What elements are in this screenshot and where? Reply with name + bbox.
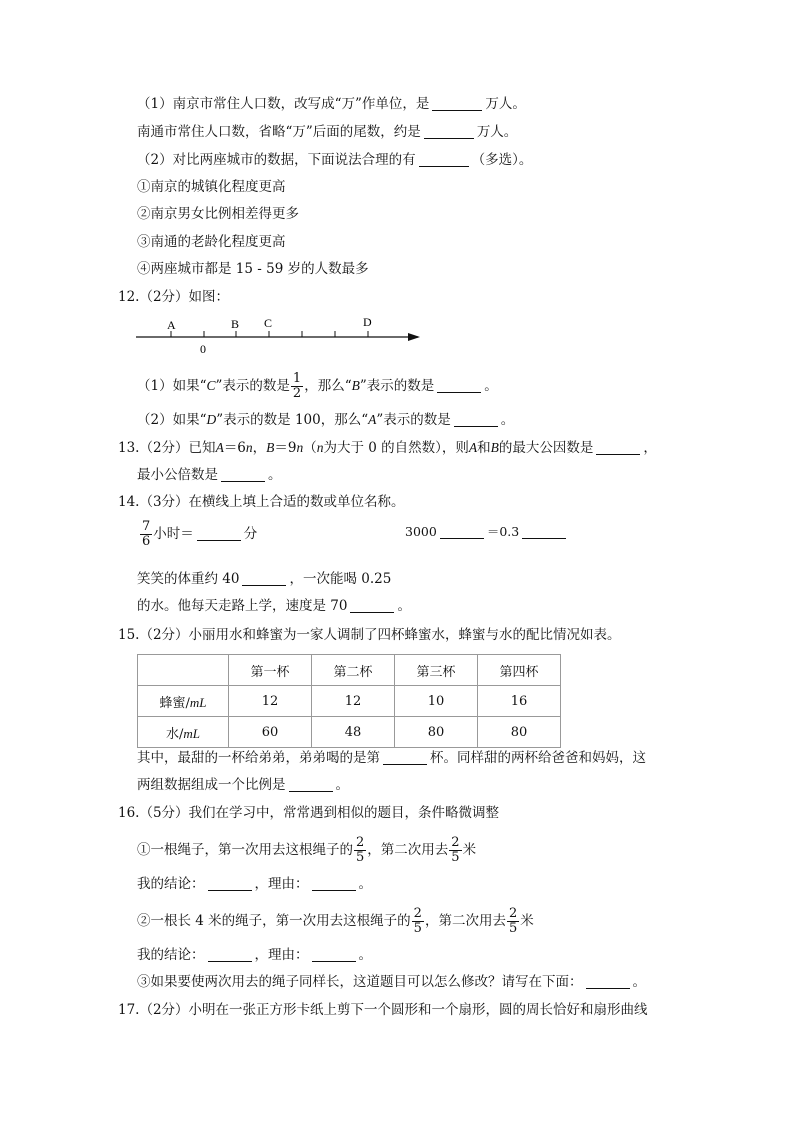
header-cell: 第二杯: [312, 655, 395, 686]
q11-option-4: ④两座城市都是 15 - 59 岁的人数最多: [137, 261, 369, 277]
text: ”表示的数是: [359, 378, 435, 394]
header-cell: 第四杯: [478, 655, 561, 686]
frac-num: 2: [451, 835, 460, 850]
text: ＝6: [223, 440, 246, 456]
var-n: n: [296, 440, 304, 455]
text: 其中，最甜的一杯给弟弟，弟弟喝的是第: [137, 750, 380, 766]
text: ，第二次用去: [424, 913, 506, 929]
q14-item2: [405, 523, 569, 541]
answer-blank[interactable]: [221, 467, 265, 482]
answer-blank[interactable]: [432, 96, 482, 111]
fraction-2-5: [412, 907, 424, 936]
text: ，: [643, 440, 657, 456]
q11-sub1-line2: [137, 123, 517, 141]
text: ，理由：: [254, 947, 309, 963]
text: （: [303, 440, 317, 456]
q11-sub2-line: [137, 151, 532, 169]
text: 。: [358, 876, 372, 892]
frac-num: 1: [292, 371, 302, 386]
number-line-arrow: [408, 333, 420, 341]
var-b: B: [351, 378, 360, 393]
text: 杯。同样甜的两杯给爸爸和妈妈，这: [430, 750, 646, 766]
text: 两组数据组成一个比例是: [137, 777, 286, 793]
q14-line4: [137, 597, 411, 615]
q14-stem: 14.（3分）在横线上填上合适的数或单位名称。: [118, 494, 405, 510]
text: 小时＝: [153, 526, 194, 542]
text: ，: [252, 440, 267, 456]
answer-blank[interactable]: [208, 876, 252, 891]
table-header-row: [138, 655, 561, 686]
table-cell: 48: [312, 717, 395, 748]
table-cell: 60: [229, 717, 312, 748]
text: 。: [335, 777, 349, 793]
frac-den: 6: [142, 534, 151, 549]
label-0: 0: [200, 342, 206, 356]
var-b: B: [266, 440, 275, 455]
answer-blank[interactable]: [383, 750, 427, 765]
fraction-2-5: [354, 836, 366, 865]
answer-blank[interactable]: [454, 412, 498, 427]
table-cell: 80: [478, 717, 561, 748]
text: ＝0.3: [486, 524, 520, 539]
header-cell: 第一杯: [229, 655, 312, 686]
q12-stem: 12.（2分）如图：: [118, 289, 230, 305]
q11-sub1b-text: 南通市常住人口数，省略“万”后面的尾数，约是: [137, 124, 421, 140]
text: 米: [462, 842, 477, 858]
table-cell: 80: [395, 717, 478, 748]
unit-text: 万人。: [485, 96, 526, 112]
text: ，一次能喝 0.25: [289, 571, 392, 587]
text: ＝9: [274, 440, 297, 456]
text: （2）如果“: [137, 412, 207, 428]
text: ”表示的数是: [215, 378, 290, 394]
q17-stem: 17.（2分）小明在一张正方形卡纸上剪下一个圆形和一个扇形，圆的周长恰好和扇形曲线: [118, 1002, 648, 1018]
var-c: C: [206, 378, 216, 393]
answer-blank[interactable]: [242, 571, 286, 586]
fraction-2-5: [449, 836, 461, 865]
q15-after2: [137, 776, 349, 794]
q11-sub2-tail: （多选）。: [471, 152, 533, 168]
answer-blank[interactable]: [596, 440, 640, 455]
frac-den: 5: [508, 921, 518, 936]
text: 。: [632, 974, 646, 990]
q15-stem: 15.（2分）小丽用水和蜂蜜为一家人调制了四杯蜂蜜水，蜂蜜与水的配比情况如表。: [118, 627, 621, 643]
q16-stem: 16.（5分）我们在学习中，常常遇到相似的题目，条件略微调整: [118, 805, 500, 821]
q16-item2: [137, 907, 534, 936]
answer-blank[interactable]: [312, 947, 356, 962]
q11-option-1: ①南京的城镇化程度更高: [137, 179, 286, 195]
answer-blank[interactable]: [197, 526, 241, 541]
row-label: [138, 686, 229, 717]
text: 。: [358, 947, 372, 963]
q16-conclusion1: [137, 875, 372, 893]
q15-after1: [137, 749, 646, 767]
answer-blank[interactable]: [440, 524, 484, 539]
q16-conclusion2: [137, 946, 372, 964]
table-row-honey: [138, 686, 561, 717]
text: 最小公倍数是: [137, 467, 218, 483]
table-cell: 12: [312, 686, 395, 717]
text: 我的结论：: [137, 876, 205, 892]
text: 13.（2分）已知: [118, 440, 216, 456]
var-a: A: [215, 440, 224, 455]
text: 为大于 0 的自然数），则: [323, 440, 469, 456]
answer-blank[interactable]: [522, 524, 566, 539]
frac-num: 2: [413, 906, 422, 921]
q11-sub1-line1: [137, 95, 526, 113]
q13-line1: [118, 439, 657, 457]
var-n: n: [316, 440, 324, 455]
unit: mL: [189, 694, 207, 710]
var-d: D: [206, 412, 217, 427]
frac-den: 5: [356, 850, 365, 865]
unit: mL: [183, 725, 200, 741]
answer-blank[interactable]: [586, 974, 630, 989]
text: ①一根绳子，第一次用去这根绳子的: [137, 842, 353, 858]
text: 我的结论：: [137, 947, 205, 963]
text: 分: [243, 526, 258, 542]
text: ”表示的数是 100，那么“: [216, 412, 369, 428]
text: 和: [477, 440, 491, 456]
answer-blank[interactable]: [208, 947, 252, 962]
frac-den: 5: [451, 850, 460, 865]
frac-num: 2: [508, 906, 518, 921]
text: ”表示的数是: [376, 412, 451, 428]
text: ③如果要使两次用去的绳子同样长，这道题目可以怎么修改？请写在下面：: [137, 974, 583, 990]
q13-line2: [137, 466, 282, 484]
label-c: C: [264, 316, 273, 330]
table-cell: 16: [478, 686, 561, 717]
q11-option-3: ③南通的老龄化程度更高: [137, 234, 286, 250]
row-label: [138, 717, 229, 748]
q16-item1: [137, 836, 476, 865]
text: 水/: [165, 726, 184, 742]
label-a: A: [167, 318, 176, 332]
q11-sub1-text: （1）南京市常住人口数，改写成“万”作单位，是: [137, 96, 430, 112]
text: ，那么“: [304, 378, 352, 394]
text: 。: [397, 598, 411, 614]
var-n: n: [245, 440, 253, 455]
answer-blank[interactable]: [419, 152, 469, 167]
text: 的最大公因数是: [498, 440, 594, 456]
text: 米: [520, 913, 534, 929]
q11-option-2: ②南京男女比例相差得更多: [137, 206, 299, 222]
table-cell: 12: [229, 686, 312, 717]
text: 的水。他每天走路上学，速度是 70: [137, 598, 348, 614]
q12-sub2: [137, 411, 514, 429]
frac-num: 2: [356, 835, 365, 850]
q14-line3: [137, 570, 391, 588]
text: ②一根长 4 米的绳子，第一次用去这根绳子的: [137, 913, 411, 929]
answer-blank[interactable]: [437, 378, 481, 393]
answer-blank[interactable]: [289, 777, 333, 792]
text: 。: [484, 378, 498, 394]
number-line-figure: [134, 312, 434, 358]
table-cell: 10: [395, 686, 478, 717]
var-a: A: [468, 440, 478, 455]
answer-blank[interactable]: [350, 598, 394, 613]
table-row-water: [138, 717, 561, 748]
q16-item3: [137, 973, 646, 991]
text: ，理由：: [254, 876, 309, 892]
header-cell: 第三杯: [395, 655, 478, 686]
text: 笑笑的体重约 40: [137, 571, 240, 587]
text: ，第二次用去: [367, 842, 449, 858]
q11-sub2-text: （2）对比两座城市的数据，下面说法合理的有: [137, 152, 416, 168]
answer-blank[interactable]: [424, 124, 474, 139]
label-d: D: [363, 315, 372, 329]
frac-den: 5: [413, 921, 422, 936]
label-b: B: [231, 317, 240, 331]
fraction-2-5: [507, 907, 519, 936]
text: （1）如果“: [137, 378, 207, 394]
text: 。: [268, 467, 282, 483]
answer-blank[interactable]: [312, 876, 356, 891]
var-a: A: [368, 412, 377, 427]
q14-item1: [139, 520, 257, 549]
fraction-7-6: [140, 520, 152, 549]
q12-sub1: [137, 372, 498, 401]
var-b: B: [490, 440, 499, 455]
text: 蜂蜜/: [159, 695, 190, 711]
unit-text: 万人。: [476, 124, 518, 140]
text: 。: [500, 412, 515, 428]
frac-den: 2: [292, 386, 302, 401]
text: 3000: [405, 524, 437, 539]
frac-num: 7: [142, 519, 151, 534]
header-cell: [138, 655, 229, 686]
honey-water-table: [137, 654, 561, 748]
fraction-half: [291, 372, 303, 401]
